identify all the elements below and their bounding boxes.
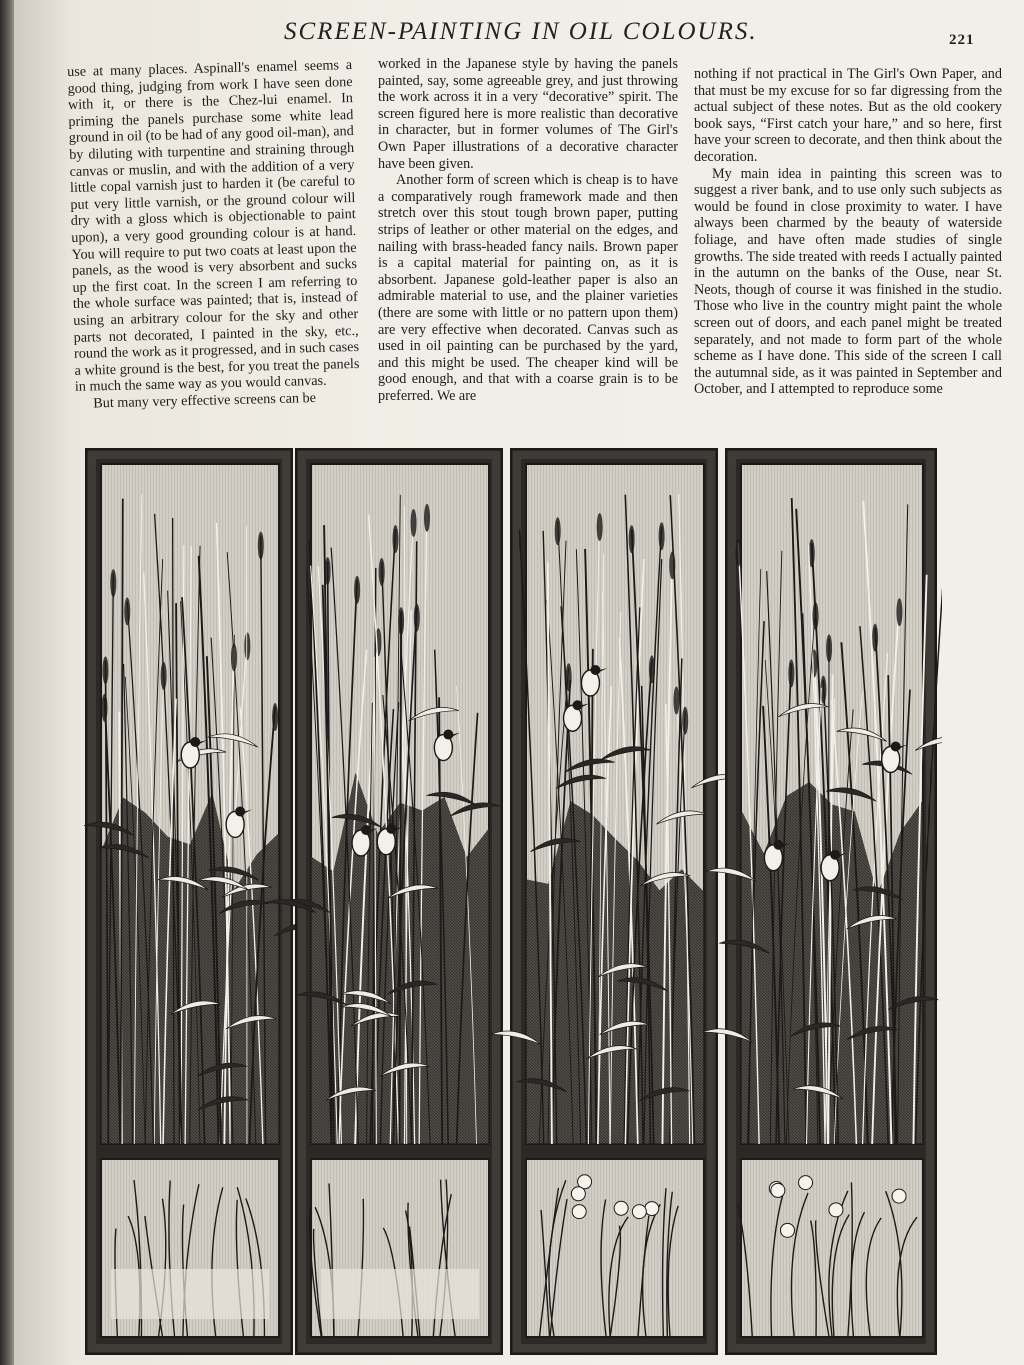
reed-seedhead xyxy=(555,517,561,545)
paragraph: My main idea in painting this screen was to suggest a river bank, and to use only such subjects as would be found in close proximity to water. I have always been charmed by the beauty of waterside foliage, and have often made studies of single growths. The side treated with reeds I actually painted in the autumn on the banks of the Ouse, near St. Neots, though of course it was finished in the studio. Those who live in the country might paint the whole screen out of doors, and each panel might be treated separately, and not made to form part of the whole scheme as I have done. This side of the screen I call the autumnal side, as it was painted in September and October, and I attempted to reproduce some xyxy=(694,165,1002,398)
flower-head xyxy=(771,1183,785,1197)
reed-seedhead xyxy=(325,557,331,585)
screen-illustration xyxy=(84,447,942,1359)
reed-seedhead xyxy=(411,509,417,537)
reed-seedhead xyxy=(673,687,679,715)
text-column-3 xyxy=(694,66,1002,398)
reed-seedhead xyxy=(813,602,819,630)
bird-head xyxy=(386,824,396,834)
reed-seedhead xyxy=(669,551,675,579)
reed-seedhead xyxy=(102,656,108,684)
reed-seedhead xyxy=(110,569,116,597)
reed-seedhead xyxy=(896,598,902,626)
bird-head xyxy=(773,840,783,850)
reed-seedhead xyxy=(258,532,264,560)
bird-head xyxy=(830,850,840,860)
bird-head xyxy=(590,665,600,675)
reed-seedhead xyxy=(414,604,420,632)
bird-head xyxy=(235,806,245,816)
reed-seedhead xyxy=(649,655,655,683)
flower-head xyxy=(571,1187,585,1201)
flower-head xyxy=(572,1205,586,1219)
water-reflection xyxy=(321,1269,479,1319)
reed-seedhead xyxy=(682,707,688,735)
reed-seedhead xyxy=(659,522,665,550)
reed-seedhead xyxy=(244,632,250,660)
reed-seedhead xyxy=(398,607,404,635)
flower-head xyxy=(780,1223,794,1237)
paragraph: But many very effective screens can be xyxy=(93,389,317,412)
reed-seedhead xyxy=(597,513,603,541)
reed-seedhead xyxy=(424,504,430,532)
paragraph: Another form of screen which is cheap is to have a comparatively rough framework made and then stretch over this stout tough brown paper, putting strips of leather or other material on the edges, and nailing with brass-headed fancy nails. Brown paper is a capital material for painting on, as it is absorbent. Japanese gold-leather paper is also an admirable material to use, and the plainer varieties (there are some with little or no pattern upon them) are very effective when decorated. Canvas such as used in oil painting can be purchased by the yard, and this might be used. The cheaper kind will be good enough, and that with a coarse grain is to be preferred. We are xyxy=(378,172,678,404)
reed-seedhead xyxy=(354,576,360,604)
flower-head xyxy=(829,1203,843,1217)
reed-seedhead xyxy=(272,703,278,731)
bird-head xyxy=(190,737,200,747)
reed-seedhead xyxy=(872,624,878,652)
text-column-1 xyxy=(67,57,360,412)
flower-head xyxy=(614,1201,628,1215)
reed-seedhead xyxy=(826,634,832,662)
reed-seedhead xyxy=(124,597,130,625)
bird-head xyxy=(891,741,901,751)
paragraph: nothing if not practical in The Girl's Own Paper, and that must be my excuse for so far digressing from the actual subject of these notes. But as the old cookery book says, “First catch your hare,” and so here, first have your screen to decorate, and then think about the decoration. xyxy=(694,66,1002,165)
flower-head xyxy=(799,1176,813,1190)
reed-seedhead xyxy=(735,539,741,567)
reed-seedhead xyxy=(392,525,398,553)
bird-head xyxy=(443,730,453,740)
reed-seedhead xyxy=(629,525,635,553)
page-number: 221 xyxy=(949,32,975,48)
reed-seedhead xyxy=(231,643,237,671)
page-title: SCREEN-PAINTING IN OIL COLOURS. xyxy=(284,18,758,45)
paragraph: use at many places. Aspinall's enamel seems a good thing, judging from work I have seen done with it, or there is the Chez-lui enamel. In priming the panels purchase some white lead ground in oil (to be had of any good oil-man), and by diluting with turpentine and straining through canvas or muslin, and with the addition of a very little copal varnish just to harden it (be careful to put very little varnish, or the ground colour will dry with a gloss which is objectionable to paint upon), a very good grounding colour is at hand. You will require to put two coats at least upon the panels, as the wood is very absorbent and sucks up the first coat. In the screen I am referring to the whole surface was painted; that is, instead of using an arbitrary colour for the sky and other parts not decorated, I painted in the sky, etc., round the work as it progressed, and in such cases a white ground is the best, for you treat the panels in much the same way as you would canvas. xyxy=(67,57,360,396)
bird-head xyxy=(573,700,583,710)
flower-head xyxy=(645,1202,659,1216)
folding-screen-engraving xyxy=(84,447,942,1359)
paragraph: worked in the Japanese style by having the panels painted, say, some agreeable grey, and just throwing the work across it in a very “decorative” spirit. The screen figured here is more realistic than decorative in character, but in former volumes of The Girl's Own Paper illustrations of a decorative character have been given. xyxy=(378,56,678,172)
text-column-2 xyxy=(378,56,678,404)
water-reflection xyxy=(111,1269,269,1319)
reed-seedhead xyxy=(788,659,794,687)
flower-head xyxy=(632,1205,646,1219)
bird-head xyxy=(361,825,371,835)
reed-seedhead xyxy=(379,558,385,586)
flower-head xyxy=(892,1189,906,1203)
